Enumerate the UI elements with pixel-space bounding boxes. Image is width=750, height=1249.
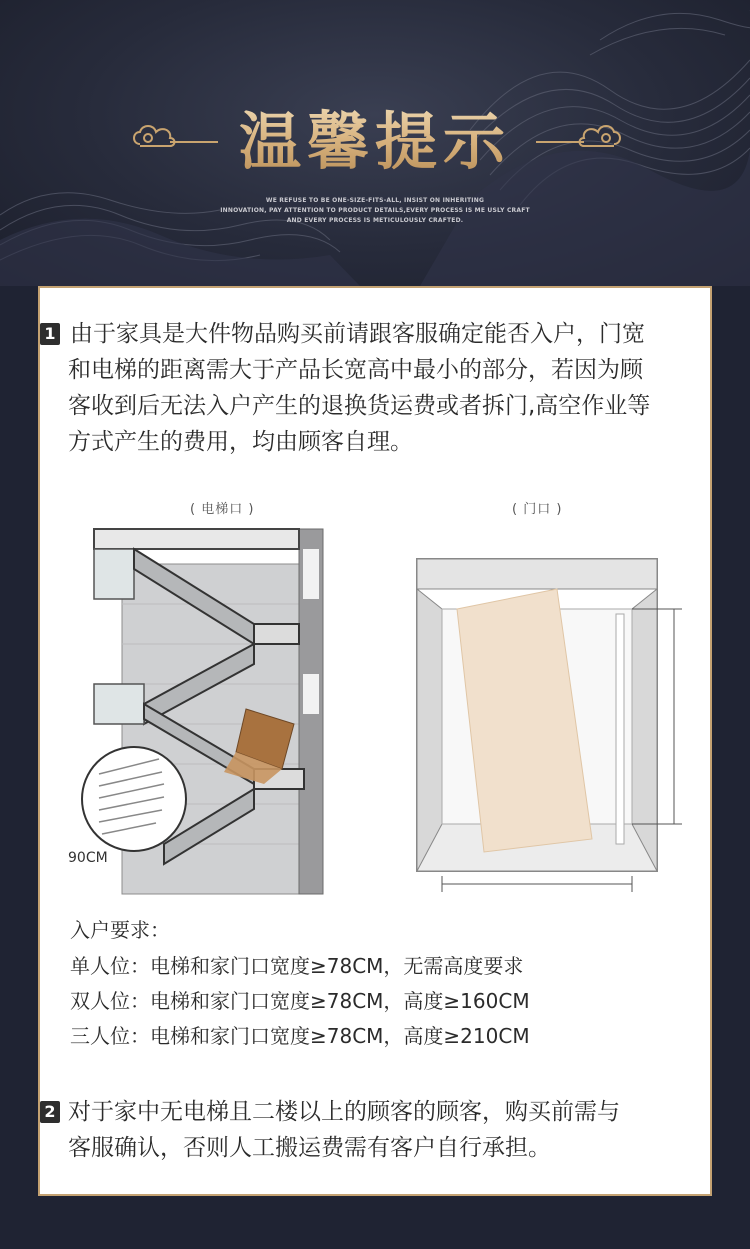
stair-width-label: 90CM [68, 850, 108, 866]
header-banner [0, 0, 750, 286]
staircase-illustration [64, 524, 334, 904]
notice-card [38, 286, 712, 1196]
subtitle-line: AND EVERY PROCESS IS METICULOUSLY CRAFTED. [286, 217, 464, 224]
notice-line: 客收到后无法入户产生的退换货运费或者拆门,高空作业等 [68, 393, 651, 419]
subtitle-line: WE REFUSE TO BE ONE-SIZE-FITS-ALL, INSIST ON INHERITING [265, 197, 485, 204]
requirement-item: 单人位：电梯和家门口宽度≥78CM，无需高度要求 [70, 954, 524, 978]
requirements-heading: 入户要求： [70, 918, 170, 942]
requirement-item: 双人位：电梯和家门口宽度≥78CM，高度≥160CM [70, 989, 530, 1013]
notice-line: 对于家中无电梯且二楼以上的顾客的顾客，购买前需与 [68, 1099, 620, 1125]
subtitle-line: INNOVATION, PAY ATTENTION TO PRODUCT DETAILS,EVERY PROCESS IS ME USLY CRAFT [220, 207, 530, 214]
notice-line: 客服确认，否则人工搬运费需有客户自行承担。 [68, 1135, 551, 1161]
elevator-diagram-label: ( 电梯口 ) [190, 502, 255, 517]
notice-line: 由于家具是大件物品购买前请跟客服确定能否入户，门宽 [70, 321, 645, 347]
notice-line: 和电梯的距离需大于产品长宽高中最小的部分，若因为顾 [68, 357, 643, 383]
requirement-item: 三人位：电梯和家门口宽度≥78CM，高度≥210CM [70, 1024, 530, 1048]
page-subtitle [0, 196, 750, 226]
door-diagram-label: ( 门口 ) [512, 502, 563, 517]
page-title: 温馨提示 [0, 92, 750, 181]
doorway-illustration [412, 554, 692, 904]
notice-number-badge: 2 [40, 1101, 60, 1123]
notice-item-2 [40, 1094, 714, 1166]
notice-number-badge: 1 [40, 323, 60, 345]
notice-line: 方式产生的费用，均由顾客自理。 [68, 429, 413, 455]
notice-item-1 [40, 316, 714, 460]
